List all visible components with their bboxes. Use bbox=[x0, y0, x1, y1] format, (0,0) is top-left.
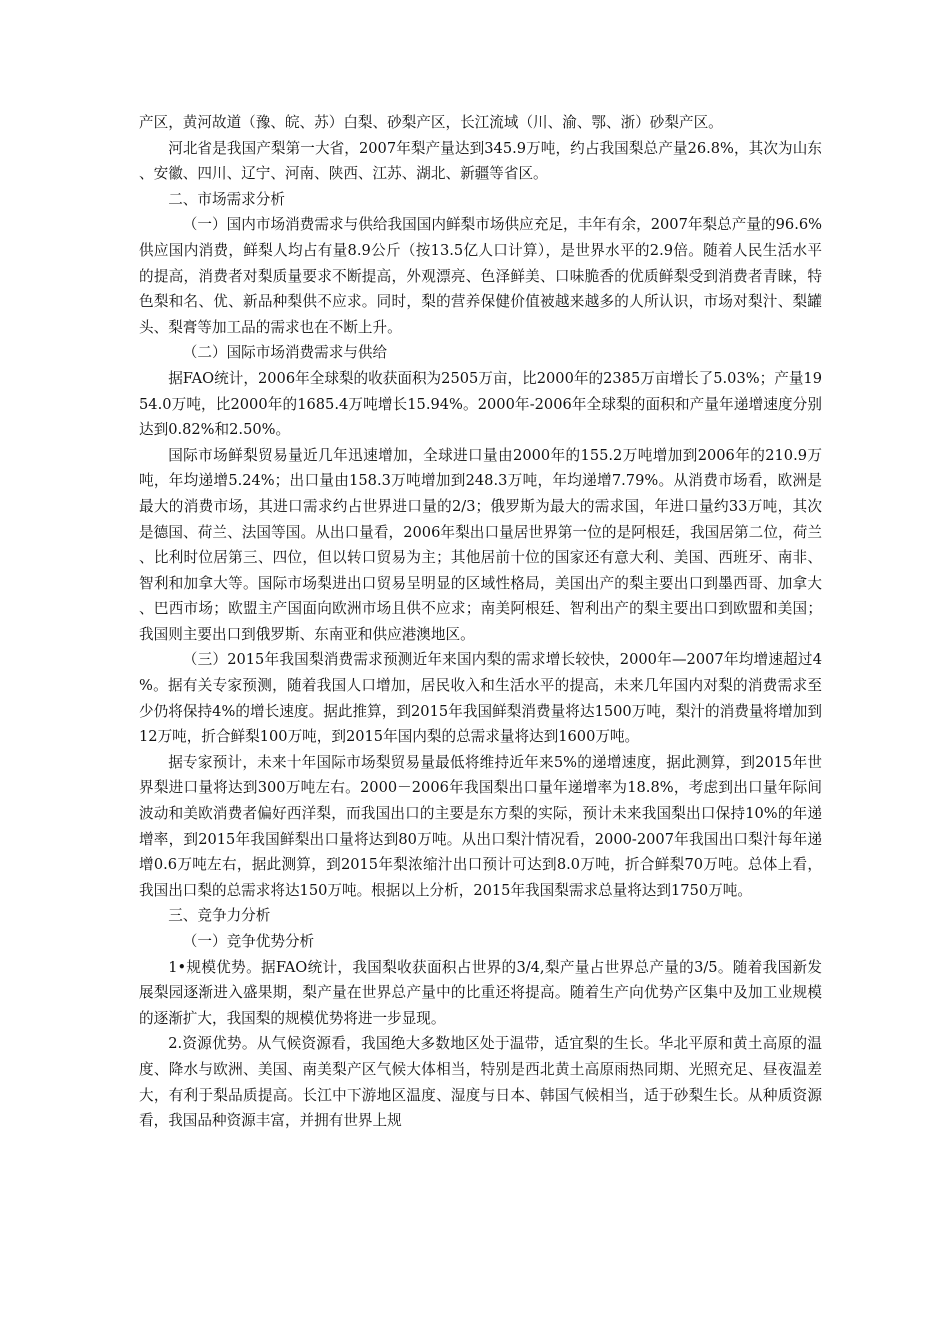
paragraph-hebei-production: 河北省是我国产梨第一大省，2007年梨产量达到345.9万吨，约占我国梨总产量26.8%，其次为山东、安徽、四川、辽宁、河南、陕西、江苏、湖北、新疆等省区。 bbox=[139, 139, 822, 183]
section-heading-competitiveness: 三、竞争力分析 bbox=[168, 907, 271, 925]
document-page bbox=[139, 110, 822, 1134]
subheading-international-market: （二）国际市场消费需求与供给 bbox=[182, 344, 388, 362]
paragraph-continuation: 产区，黄河故道（豫、皖、苏）白梨、砂梨产区，长江流域（川、渝、鄂、浙）砂梨产区。 bbox=[139, 114, 723, 131]
paragraph-export-forecast: 据专家预计，未来十年国际市场梨贸易量最低将维持近年来5%的递增速度，据此测算，到2015年世界梨进口量将达到300万吨左右。2000－2006年我国梨出口量年递增率为18.8%，考虑到出口量年际间波动和美欧消费者偏好西洋梨，而我国出口的主要是东方梨的实际，预计未来我国梨出口保持10%的年递增率，到2015年我国鲜梨出口量将达到80万吨。从出口梨汁情况看，2000-2007年我国出口梨汁每年递增0.6万吨左右，据此测算，到2015年梨浓缩汁出口预计可达到8.0万吨，折合鲜梨70万吨。总体上看，我国出口梨的总需求将达150万吨。根据以上分析，2015年我国梨需求总量将达到1750万吨。 bbox=[139, 753, 822, 899]
paragraph-2015-forecast: （三）2015年我国梨消费需求预测近年来国内梨的需求增长较快，2000年—2007年均增速超过4%。据有关专家预测，随着我国人口增加，居民收入和生活水平的提高，未来几年国内对梨的消费需求至少仍将保持4%的增长速度。据此推算，到2015年我国鲜梨消费量将达1500万吨，梨汁的消费量将增加到12万吨，折合鲜梨100万吨，到2015年国内梨的总需求量将达到1600万吨。 bbox=[139, 651, 822, 746]
paragraph-fao-statistics: 据FAO统计，2006年全球梨的收获面积为2505万亩，比2000年的2385万亩增长了5.03%；产量1954.0万吨，比2000年的1685.4万吨增长15.94%。2000年-2006年全球梨的面积和产量年递增速度分别达到0.82%和2.50%。 bbox=[139, 369, 822, 439]
paragraph-resource-advantage: 2.资源优势。从气候资源看，我国绝大多数地区处于温带，适宜梨的生长。华北平原和黄土高原的温度、降水与欧洲、美国、南美梨产区气候大体相当，特别是西北黄土高原雨热同期、光照充足、昼夜温差大，有利于梨品质提高。长江中下游地区温度、湿度与日本、韩国气候相当，适于砂梨生长。从种质资源看，我国品种资源丰富，并拥有世界上规 bbox=[139, 1035, 822, 1130]
section-heading-market-demand: 二、市场需求分析 bbox=[168, 190, 285, 208]
subheading-competitive-advantage: （一）竞争优势分析 bbox=[182, 933, 315, 950]
paragraph-scale-advantage: 1•规模优势。据FAO统计，我国梨收获面积占世界的3/4,梨产量占世界总产量的3/5。随着我国新发展梨园逐渐进入盛果期，梨产量在世界总产量中的比重还将提高。随着生产向优势产区集中及加工业规模的逐渐扩大，我国梨的规模优势将进一步显现。 bbox=[139, 958, 822, 1027]
paragraph-domestic-market: （一）国内市场消费需求与供给我国国内鲜梨市场供应充足，丰年有余，2007年梨总产量的96.6%供应国内消费，鲜梨人均占有量8.9公斤（按13.5亿人口计算），是世界水平的2.9倍。随着人民生活水平的提高，消费者对梨质量要求不断提高，外观漂亮、色泽鲜美、口味脆香的优质鲜梨受到消费者青睐，特色梨和名、优、新品种梨供不应求。同时，梨的营养保健价值被越来越多的人所认识，市场对梨汁、梨罐头、梨膏等加工品的需求也在不断上升。 bbox=[139, 216, 822, 336]
paragraph-international-trade: 国际市场鲜梨贸易量近几年迅速增加，全球进口量由2000年的155.2万吨增加到2006年的210.9万吨，年均递增5.24%；出口量由158.3万吨增加到248.3万吨，年均递增7.79%。从消费市场看，欧洲是最大的消费市场，其进口需求约占世界进口量的2/3；俄罗斯为最大的需求国，年进口量约33万吨，其次是德国、荷兰、法国等国。从出口量看，2006年梨出口量居世界第一位的是阿根廷，我国居第二位，荷兰、比利时位居第三、四位，但以转口贸易为主；其他居前十位的国家还有意大利、美国、西班牙、南非、智利和加拿大等。国际市场梨进出口贸易呈明显的区域性格局，美国出产的梨主要出口到墨西哥、加拿大、巴西市场；欧盟主产国面向欧洲市场且供不应求；南美阿根廷、智利出产的梨主要出口到欧盟和美国；我国则主要出口到俄罗斯、东南亚和供应港澳地区。 bbox=[139, 446, 822, 643]
